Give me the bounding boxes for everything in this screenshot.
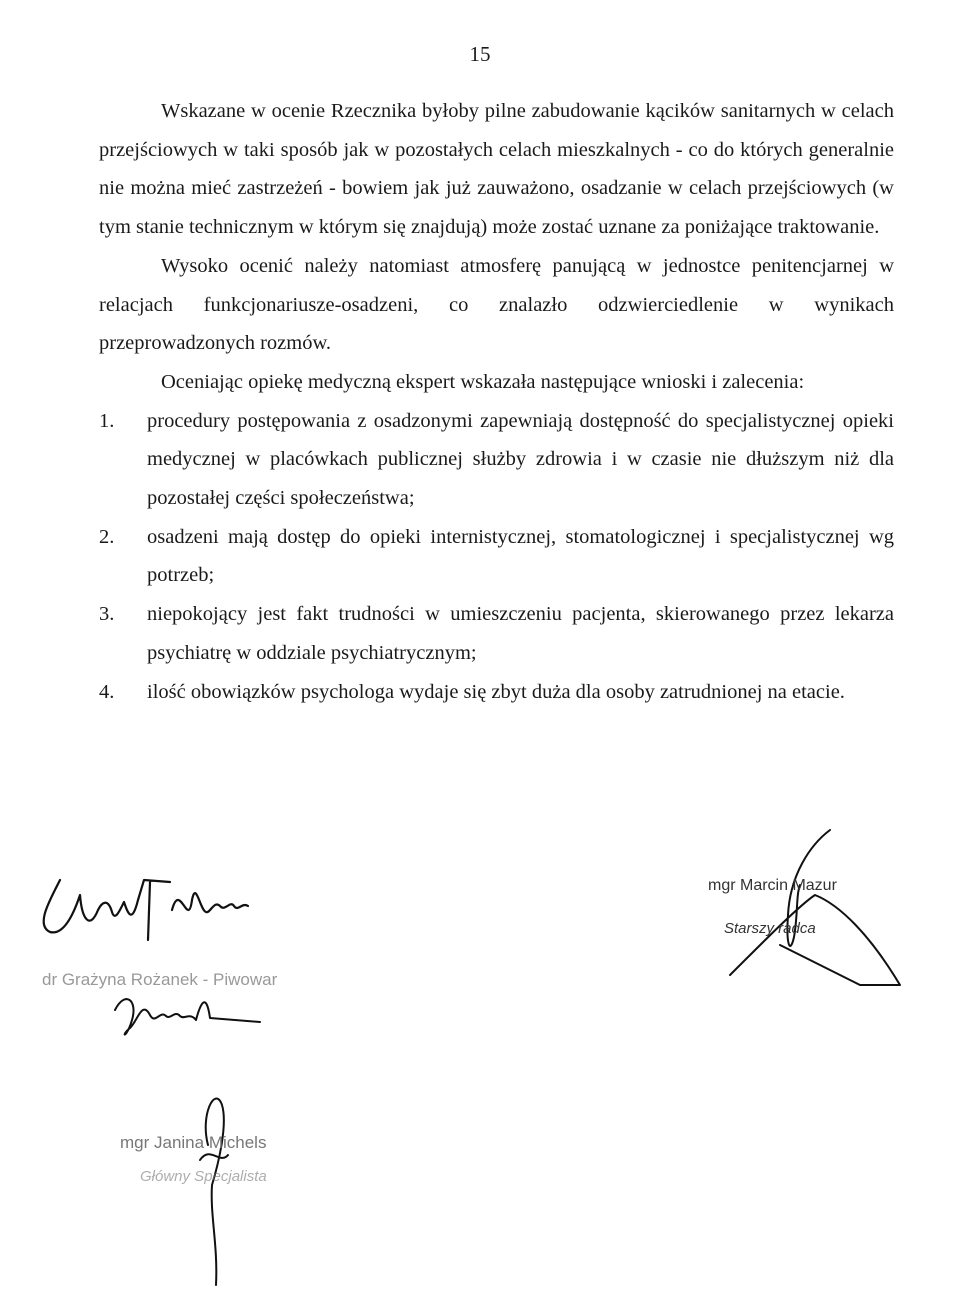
paragraph-medical-intro: Oceniając opiekę medyczną ekspert wskazała następujące wnioski i zalecenia: bbox=[161, 370, 805, 393]
list-number: 3. bbox=[99, 603, 115, 626]
list-item bbox=[99, 595, 894, 672]
list-number: 1. bbox=[99, 409, 115, 432]
stamp-name: mgr Marcin Mazur bbox=[708, 877, 837, 894]
stamp-name: dr Grażyna Rożanek - Piwowar bbox=[42, 970, 278, 989]
handwritten-signature-icon bbox=[690, 825, 940, 1005]
signature-left bbox=[20, 840, 320, 1080]
list-text: osadzeni mają dostęp do opieki internistycznej, stomatologicznej i specjalistycznej wg potrzeb; bbox=[147, 525, 894, 587]
list-item bbox=[99, 402, 894, 518]
handwritten-signature-icon bbox=[20, 840, 320, 1080]
list-text: ilość obowiązków psychologa wydaje się zbyt duża dla osoby zatrudnionej na etacie. bbox=[147, 680, 845, 703]
stamp-title: Starszy radca bbox=[724, 920, 816, 937]
handwritten-signature-icon bbox=[100, 1085, 400, 1295]
stamp-title: Główny Specjalista bbox=[140, 1168, 267, 1185]
list-text: niepokojący jest fakt trudności w umieszczeniu pacjenta, skierowanego przez lekarza psychiatrę w oddziale psychiatrycznym; bbox=[147, 603, 894, 664]
document-body bbox=[99, 92, 894, 711]
paragraph-atmosphere: Wysoko ocenić należy natomiast atmosferę panującą w jednostce penitencjarnej w relacjach funkcjonariusze-osadzeni, co znalazło odzwierciedlenie w wynikach przeprowadzonych rozmów. bbox=[99, 254, 894, 355]
signature-right bbox=[690, 825, 940, 1005]
page-number: 15 bbox=[469, 42, 491, 66]
paragraph-sanitary: Wskazane w ocenie Rzecznika byłoby pilne zabudowanie kącików sanitarnych w celach przejściowych w taki sposób jak w pozostałych celach mieszkalnych - co do których generalnie nie można mieć zastrzeżeń - bowiem jak już zauważono, osadzanie w celach przejściowych (w tym stanie technicznym w którym się znajdują) może zostać uznane za poniżające traktowanie. bbox=[99, 100, 894, 239]
signature-middle bbox=[100, 1085, 400, 1295]
recommendations-list bbox=[99, 402, 894, 712]
stamp-name: mgr Janina Michels bbox=[120, 1133, 267, 1152]
list-number: 2. bbox=[99, 525, 115, 548]
list-item bbox=[99, 518, 894, 595]
list-text: procedury postępowania z osadzonymi zapewniają dostępność do specjalistycznej opieki medycznej w placówkach publicznej służby zdrowia i w czasie nie dłuższym niż dla pozostałej części społeczeństwa; bbox=[147, 409, 894, 510]
list-number: 4. bbox=[99, 680, 115, 703]
list-item bbox=[99, 673, 894, 712]
